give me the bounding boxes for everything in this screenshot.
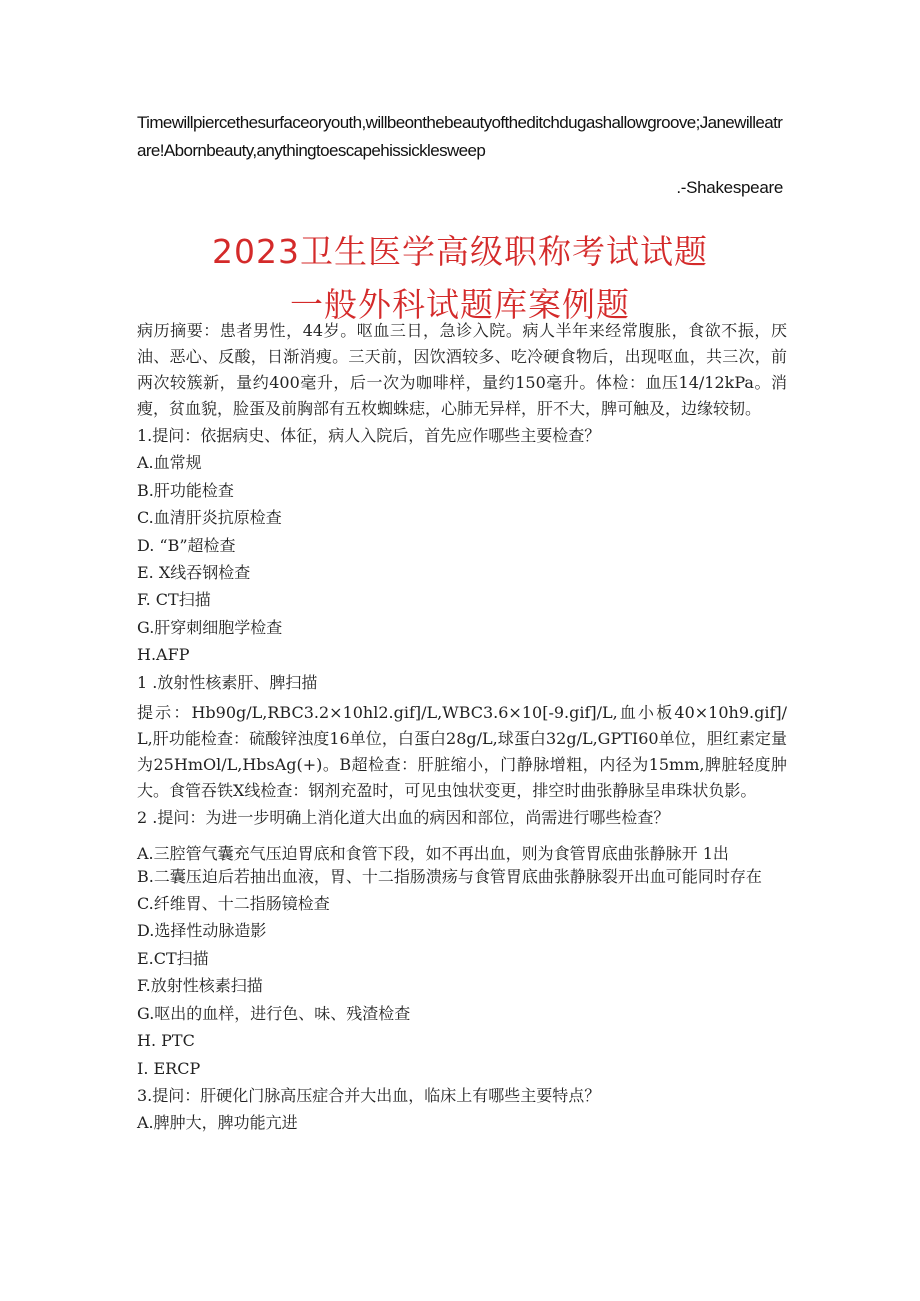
- q2-option: H. PTC: [137, 1031, 195, 1051]
- q2-option: C.纤维胃、十二指肠镜检查: [137, 894, 330, 914]
- hint-paragraph: 提示：Hb90g/L,RBC3.2×10hl2.gif]/L,WBC3.6×10[-9.gif]/L,血小板40×10h9.gif]/L,肝功能检查：硫酸锌浊度16单位，白蛋白28g/L,球蛋白32g/L,GPTI60单位，胆红素定量为25HmOl/L,HbsAg(+)。B超检查：肝脏缩小，门静脉增粗，内径为15mm,脾脏轻度肿大。食管吞铁X线检查：钢剂充盈时，可见虫蚀状变更，排空时曲张静脉呈串珠状负影。: [137, 703, 787, 801]
- q2-option: E.CT扫描: [137, 948, 209, 968]
- epigraph-quote: Timewillpiercethesurfaceoryouth,willbeonthebeautyoftheditchdugashallowgroove;Janewilleatrare!Abornbeauty,anythingtoescapehissicklesweep: [137, 113, 783, 160]
- q2-option: G.呕出的血样，进行色、味、残渣检查: [137, 1003, 411, 1023]
- q1-option: H.AFP: [137, 645, 190, 665]
- question-1: 1.提问：依据病史、体征，病人入院后，首先应作哪些主要检查？: [137, 426, 601, 445]
- q1-option: B.肝功能检查: [137, 480, 234, 500]
- q1-option: E. X线吞钢检查: [137, 563, 251, 583]
- q2-option-a: A.三腔管气囊充气压迫胃底和食管下段，如不再出血，则为食管胃底曲张静脉开 1出: [137, 844, 729, 864]
- q2-option: D.选择性动脉造影: [137, 921, 267, 941]
- q1-option: D. “B”超检查: [137, 535, 236, 555]
- epigraph-author: .-Shakespeare: [676, 178, 783, 197]
- q2-option-b: B.二囊压迫后若抽出血液，胃、十二指肠溃疡与食管胃底曲张静脉裂开出血可能同时存在: [137, 867, 762, 887]
- q1-option: C.血清肝炎抗原检查: [137, 508, 282, 528]
- q2-option: I. ERCP: [137, 1058, 201, 1078]
- document-subtitle: 一般外科试题库案例题: [290, 285, 630, 324]
- q1-option: F. CT扫描: [137, 590, 211, 610]
- question-3: 3.提问：肝硬化门脉高压症合并大出血，临床上有哪些主要特点？: [137, 1085, 601, 1105]
- q3-option: A.脾肿大，脾功能亢进: [137, 1113, 298, 1133]
- q1-option: A.血常规: [137, 453, 202, 473]
- q1-option: G.肝穿刺细胞学检查: [137, 617, 283, 637]
- q2-option: F.放射性核素扫描: [137, 976, 263, 996]
- document-title: 2023卫生医学高级职称考试试题: [212, 232, 708, 271]
- case-summary: 病历摘要：患者男性，44岁。呕血三日，急诊入院。病人半年来经常腹胀，食欲不振，厌油、恶心、反酸，日渐消瘦。三天前，因饮酒较多、吃冷硬食物后，出现呕血，共三次，前两次较簇新，量约400毫升，后一次为咖啡样，量约150毫升。体检：血压14/12kPa。消瘦，贫血貌，脸蛋及前胸部有五枚蜘蛛痣，心肺无异样，肝不大，脾可触及，边缘较韧。: [137, 321, 787, 418]
- question-2: 2 .提问：为进一步明确上消化道大出血的病因和部位，尚需进行哪些检查？: [137, 808, 670, 828]
- document-body: [137, 318, 787, 1137]
- q1-option: 1 .放射性核素肝、脾扫描: [137, 672, 318, 692]
